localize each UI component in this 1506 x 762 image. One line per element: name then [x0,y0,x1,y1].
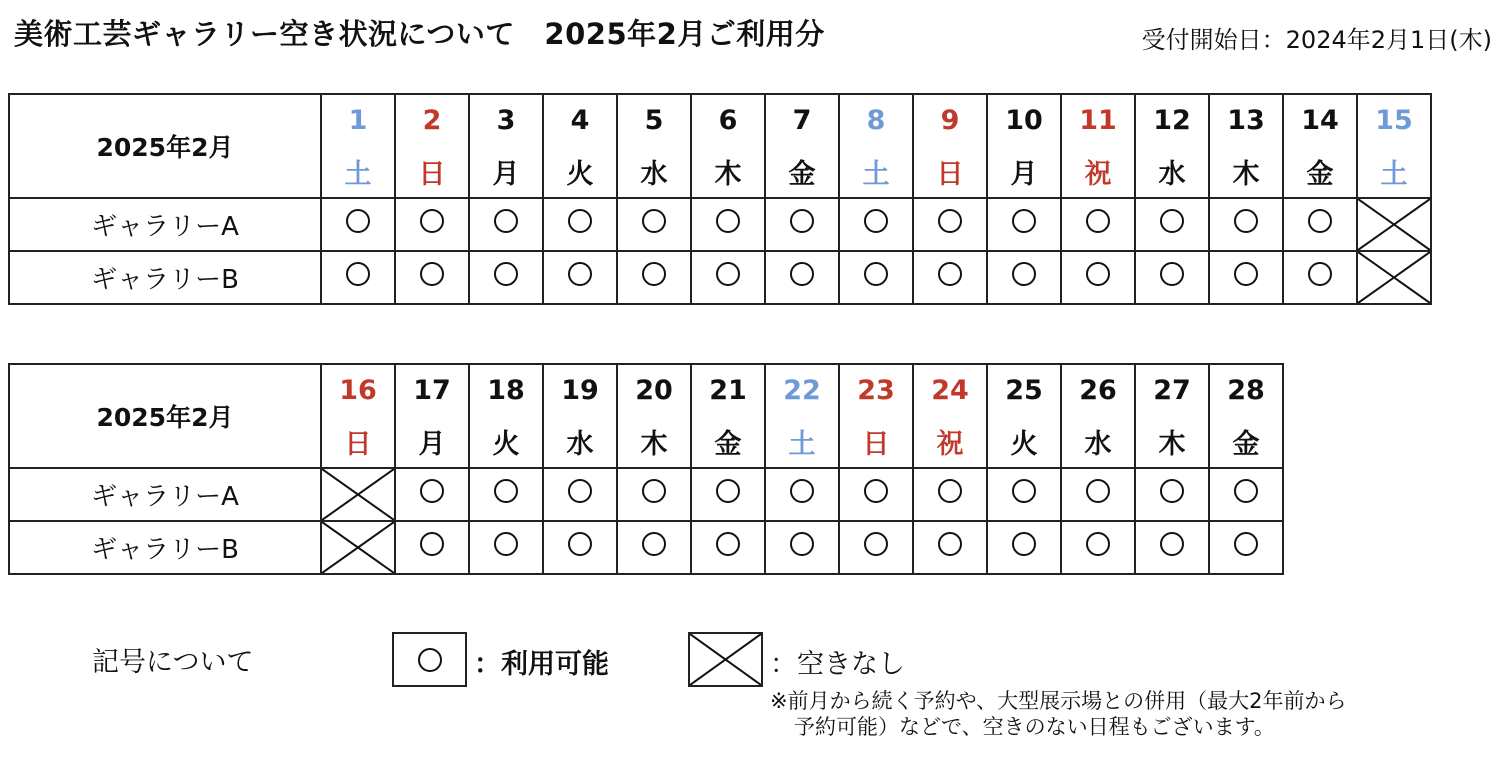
day-number: 23 [839,364,913,416]
circle-icon [1234,532,1258,556]
available-cell [765,251,839,304]
available-cell [395,521,469,574]
available-cell [839,198,913,251]
gallery-name: ギャラリーA [9,468,321,521]
day-number: 4 [543,94,617,146]
day-number: 5 [617,94,691,146]
circle-icon [418,648,442,672]
available-cell [913,251,987,304]
day-number: 10 [987,94,1061,146]
circle-icon [1160,479,1184,503]
legend-unavailable-text: ：空きなし [770,649,905,680]
availability-table-first-half [8,93,1432,305]
day-number: 21 [691,364,765,416]
legend-label: 記号について [92,647,254,678]
circle-icon [1012,479,1036,503]
available-cell [691,198,765,251]
day-number: 11 [1061,94,1135,146]
circle-icon [568,532,592,556]
available-cell [321,251,395,304]
day-number: 24 [913,364,987,416]
weekday-label: 火 [469,416,543,468]
available-cell [913,521,987,574]
circle-icon [420,479,444,503]
available-cell [839,251,913,304]
day-number: 27 [1135,364,1209,416]
circle-icon [864,209,888,233]
day-number: 16 [321,364,395,416]
legend-unavailable-box [688,632,763,687]
circle-icon [1086,262,1110,286]
day-number: 25 [987,364,1061,416]
cross-icon [1358,199,1430,250]
available-cell [543,251,617,304]
circle-icon [716,262,740,286]
month-header: 2025年2月 [9,364,321,468]
available-cell [617,198,691,251]
circle-icon [864,262,888,286]
circle-icon [790,209,814,233]
weekday-label: 月 [469,146,543,198]
available-cell [543,468,617,521]
circle-icon [938,209,962,233]
available-cell [765,198,839,251]
circle-icon [790,532,814,556]
weekday-label: 土 [1357,146,1431,198]
available-cell [839,468,913,521]
available-cell [543,521,617,574]
unavailable-cell [321,521,395,574]
available-cell [321,198,395,251]
gallery-name: ギャラリーB [9,251,321,304]
day-number: 9 [913,94,987,146]
circle-icon [864,479,888,503]
day-number: 19 [543,364,617,416]
available-cell [543,198,617,251]
circle-icon [346,209,370,233]
circle-icon [642,262,666,286]
weekday-label: 木 [1209,146,1283,198]
day-number: 6 [691,94,765,146]
circle-icon [1086,532,1110,556]
circle-icon [1234,479,1258,503]
weekday-label: 水 [617,146,691,198]
cross-icon [322,469,394,520]
day-number: 18 [469,364,543,416]
gallery-name: ギャラリーA [9,198,321,251]
available-cell [913,468,987,521]
day-number: 17 [395,364,469,416]
day-number: 8 [839,94,913,146]
weekday-label: 日 [321,416,395,468]
weekday-label: 日 [839,416,913,468]
day-number: 28 [1209,364,1283,416]
circle-icon [494,262,518,286]
available-cell [765,521,839,574]
available-cell [1135,251,1209,304]
day-number: 14 [1283,94,1357,146]
day-number: 26 [1061,364,1135,416]
day-number: 3 [469,94,543,146]
weekday-label: 木 [1135,416,1209,468]
available-cell [987,468,1061,521]
weekday-label: 月 [395,416,469,468]
circle-icon [346,262,370,286]
circle-icon [420,532,444,556]
day-number: 2 [395,94,469,146]
weekday-label: 水 [1135,146,1209,198]
weekday-label: 日 [913,146,987,198]
circle-icon [420,209,444,233]
circle-icon [938,262,962,286]
legend-available-text: ：利用可能 [474,649,609,680]
gallery-row [9,198,1431,251]
circle-icon [642,209,666,233]
available-cell [469,468,543,521]
available-cell [469,521,543,574]
day-number: 15 [1357,94,1431,146]
weekday-label: 金 [1209,416,1283,468]
circle-icon [1234,209,1258,233]
gallery-row [9,468,1283,521]
available-cell [691,468,765,521]
circle-icon [716,209,740,233]
available-cell [1283,198,1357,251]
weekday-label: 祝 [1061,146,1135,198]
available-cell [395,468,469,521]
circle-icon [1160,209,1184,233]
circle-icon [568,209,592,233]
circle-icon [1086,209,1110,233]
circle-icon [1308,262,1332,286]
available-cell [839,521,913,574]
circle-icon [1160,262,1184,286]
circle-icon [494,532,518,556]
weekday-label: 金 [765,146,839,198]
weekday-label: 火 [543,146,617,198]
available-cell [691,251,765,304]
available-cell [1283,251,1357,304]
weekday-label: 水 [1061,416,1135,468]
gallery-row [9,251,1431,304]
circle-icon [642,532,666,556]
available-cell [765,468,839,521]
circle-icon [716,479,740,503]
unavailable-cell [1357,251,1431,304]
available-cell [617,251,691,304]
gallery-name: ギャラリーB [9,521,321,574]
weekday-label: 火 [987,416,1061,468]
available-cell [1061,521,1135,574]
legend-note-line-2: 予約可能）などで、空きのない日程もございます。 [794,715,1275,739]
circle-icon [1012,262,1036,286]
weekday-label: 土 [839,146,913,198]
weekday-label: 土 [765,416,839,468]
weekday-label: 祝 [913,416,987,468]
available-cell [1209,251,1283,304]
available-cell [617,468,691,521]
available-cell [1135,198,1209,251]
available-cell [469,198,543,251]
circle-icon [1086,479,1110,503]
available-cell [1061,198,1135,251]
unavailable-cell [321,468,395,521]
cross-icon [1358,252,1430,303]
legend-available-box [392,632,467,687]
reception-start-date: 受付開始日：2024年2月1日(木) [1141,26,1492,54]
circle-icon [420,262,444,286]
day-number: 1 [321,94,395,146]
available-cell [395,251,469,304]
available-cell [1135,521,1209,574]
cross-icon [690,634,761,685]
available-cell [987,521,1061,574]
circle-icon [938,532,962,556]
day-number: 20 [617,364,691,416]
availability-table-second-half [8,363,1284,575]
available-cell [1209,521,1283,574]
available-cell [1209,468,1283,521]
circle-icon [716,532,740,556]
available-cell [617,521,691,574]
circle-icon [494,209,518,233]
day-number: 12 [1135,94,1209,146]
available-cell [987,198,1061,251]
circle-icon [568,262,592,286]
weekday-label: 水 [543,416,617,468]
available-cell [1135,468,1209,521]
available-cell [913,198,987,251]
circle-icon [642,479,666,503]
available-cell [1061,468,1135,521]
available-cell [469,251,543,304]
circle-icon [1012,532,1036,556]
available-cell [691,521,765,574]
circle-icon [1160,532,1184,556]
circle-icon [1308,209,1332,233]
circle-icon [864,532,888,556]
legend-note-line-1: ※前月から続く予約や、大型展示場との併用（最大2年前から [770,689,1347,713]
weekday-label: 金 [1283,146,1357,198]
weekday-label: 日 [395,146,469,198]
gallery-row [9,521,1283,574]
circle-icon [494,479,518,503]
day-number: 13 [1209,94,1283,146]
month-header: 2025年2月 [9,94,321,198]
weekday-label: 月 [987,146,1061,198]
circle-icon [1234,262,1258,286]
available-cell [1061,251,1135,304]
weekday-label: 金 [691,416,765,468]
circle-icon [1012,209,1036,233]
day-number: 22 [765,364,839,416]
available-cell [987,251,1061,304]
available-cell [395,198,469,251]
circle-icon [938,479,962,503]
unavailable-cell [1357,198,1431,251]
available-cell [1209,198,1283,251]
circle-icon [790,262,814,286]
weekday-label: 木 [617,416,691,468]
cross-icon [322,522,394,573]
day-number: 7 [765,94,839,146]
weekday-label: 木 [691,146,765,198]
circle-icon [568,479,592,503]
weekday-label: 土 [321,146,395,198]
page-title: 美術工芸ギャラリー空き状況について 2025年2月ご利用分 [14,17,825,51]
circle-icon [790,479,814,503]
